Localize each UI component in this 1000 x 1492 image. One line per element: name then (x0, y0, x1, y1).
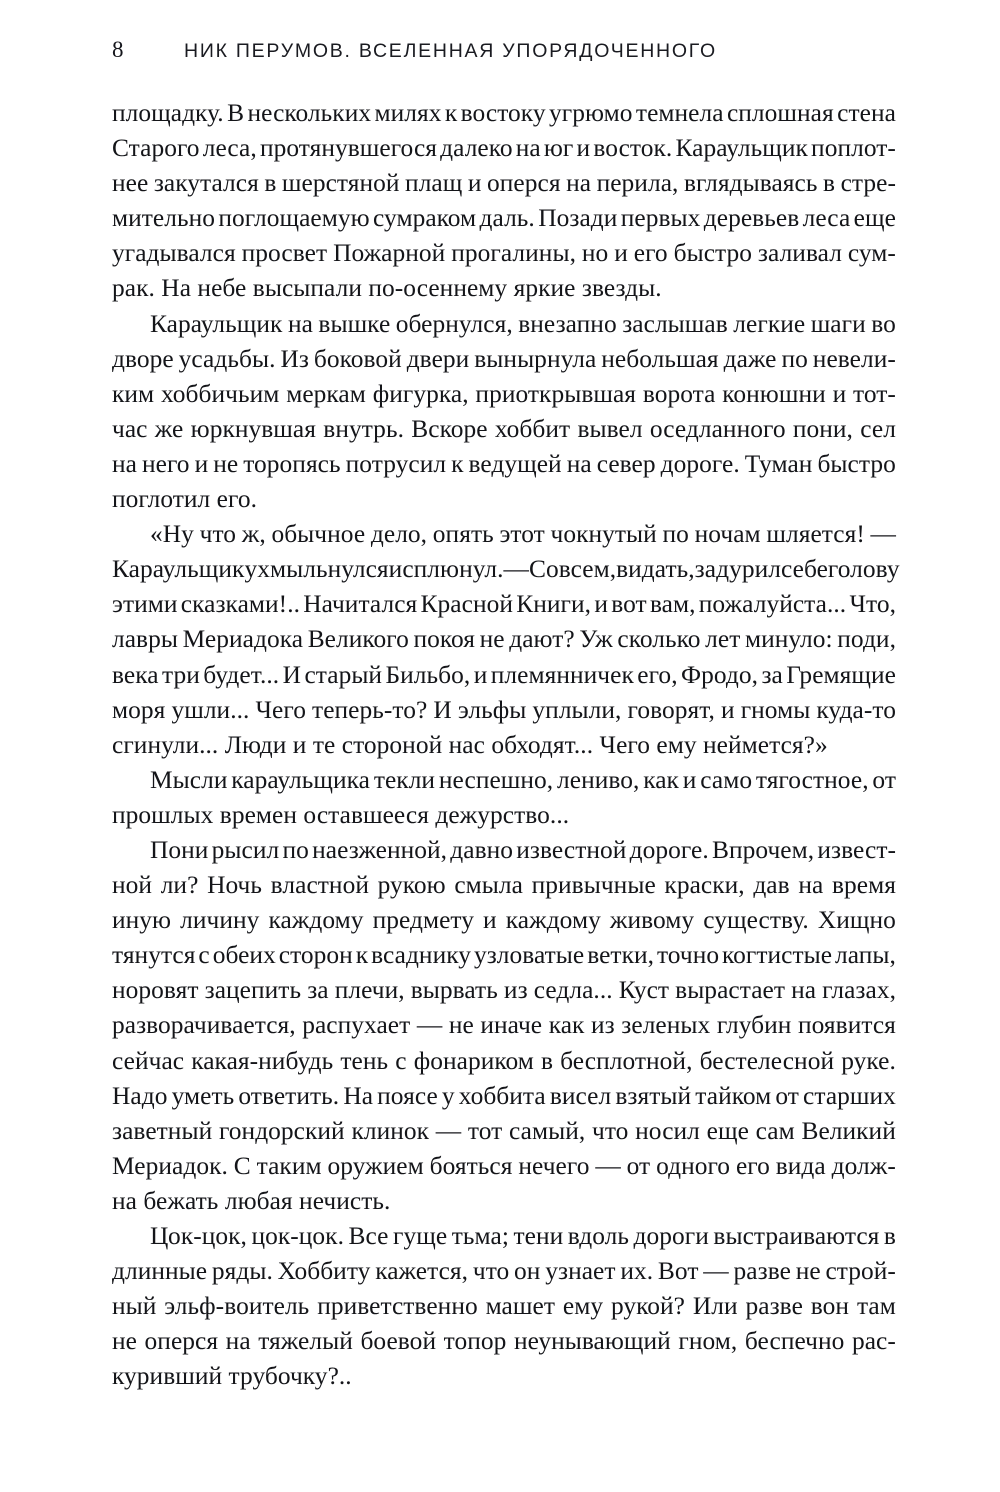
text-line: лавры Мериадока Великого покоя не дают? Уж сколько лет минуло: поди, (112, 625, 896, 654)
paragraph (112, 763, 896, 833)
text-line: Надо уметь ответить. На поясе у хоббита висел взятый тайком от старших (112, 1081, 896, 1110)
text-line: не оперся на тяжелый боевой топор неунывающий гном, беспечно рас- (112, 1327, 896, 1356)
text-line: прошлых времен оставшееся дежурство... (112, 800, 570, 829)
text-line: тянутся с обеих сторон к всаднику узловатые ветки, точно когтистые лапы, (112, 941, 896, 970)
text-line: Караульщик на вышке обернулся, внезапно заслышав легкие шаги во (150, 309, 896, 338)
text-line: угадывался просвет Пожарной прогалины, но и его быстро заливал сум- (112, 239, 896, 268)
text-line: этими сказками!.. Начитался Красной Книги, и вот вам, пожалуйста... Что, (112, 590, 896, 619)
text-line: «Ну что ж, обычное дело, опять этот чокнутый по ночам шляется! — (150, 520, 896, 549)
text-line: Старого леса, протянувшегося далеко на юг и восток. Караульщик поплот- (112, 134, 896, 163)
text-line: Мериадок. С таким оружием бояться нечего — от одного его вида долж- (112, 1151, 896, 1180)
text-line: на бежать любая нечисть. (112, 1186, 391, 1215)
paragraph (112, 833, 896, 1219)
running-head (112, 38, 888, 68)
text-line: сгинули... Люди и те стороной нас обходят... Чего ему неймется?» (112, 730, 828, 759)
body-text-block (112, 96, 900, 1394)
text-line: нее закутался в шерстяной плащ и оперся на перила, вглядываясь в стре- (112, 169, 896, 198)
text-line: норовят зацепить за плечи, вырвать из седла... Куст вырастает на глазах, (112, 976, 896, 1005)
text-line: Пони рысил по наезженной, давно известной дороге. Впрочем, извест- (150, 835, 896, 864)
text-line: ким хоббичьим меркам фигурка, приоткрывшая ворота конюшни и тот- (112, 379, 896, 408)
running-head-title: НИК ПЕРУМОВ. ВСЕЛЕННАЯ УПОРЯДОЧЕННОГО (184, 40, 717, 62)
text-line: поглотил его. (112, 485, 258, 514)
text-line: час же юркнувшая внутрь. Вскоре хоббит вывел оседланного пони, сел (112, 414, 896, 443)
text-line: ной ли? Ночь властной рукою смыла привычные краски, дав на время (112, 871, 896, 900)
text-line: куривший трубочку?.. (112, 1362, 352, 1391)
page-number: 8 (112, 37, 124, 62)
text-line: Цок-цок, цок-цок. Все гуще тьма; тени вдоль дороги выстраиваются в (150, 1222, 896, 1250)
paragraph (112, 1219, 896, 1394)
paragraph (112, 96, 896, 307)
text-line: на него и не торопясь потрусил к ведущей на север дороге. Туман быстро (112, 449, 896, 478)
text-line: площадку. В нескольких милях к востоку угрюмо темнела сплошная стена (112, 99, 896, 127)
text-line: Караульщик ухмыльнулся и сплюнул. — Совсем, видать, задурил себе голову (112, 555, 900, 584)
text-line: ный эльф-воитель приветственно машет ему рукой? Или разве вон там (112, 1292, 896, 1321)
text-line: сейчас какая-нибудь тень с фонариком в бесплотной, бестелесной руке. (112, 1046, 896, 1075)
text-line: разворачивается, распухает — не иначе как из зеленых глубин появится (112, 1011, 896, 1040)
text-line: рак. На небе высыпали по-осеннему яркие звезды. (112, 274, 662, 303)
text-line: дворе усадьбы. Из боковой двери вынырнула небольшая даже по невели- (112, 344, 896, 373)
paragraph (112, 307, 896, 518)
text-line: мительно поглощаемую сумраком даль. Позади первых деревьев леса еще (112, 204, 896, 233)
text-line: моря ушли... Чего теперь-то? И эльфы уплыли, говорят, и гномы куда-то (112, 695, 896, 724)
text-line: века три будет... И старый Бильбо, и племянничек его, Фродо, за Гремящие (112, 660, 896, 689)
text-line: иную личину каждому предмету и каждому живому существу. Хищно (112, 906, 896, 935)
paragraph (112, 517, 900, 763)
text-line: длинные ряды. Хоббиту кажется, что он узнает их. Вот — разве не строй- (112, 1257, 896, 1286)
text-line: Мысли караульщика текли неспешно, лениво, как и само тягостное, от (150, 765, 896, 794)
text-line: заветный гондорский клинок — тот самый, что носил еще сам Великий (112, 1116, 896, 1145)
